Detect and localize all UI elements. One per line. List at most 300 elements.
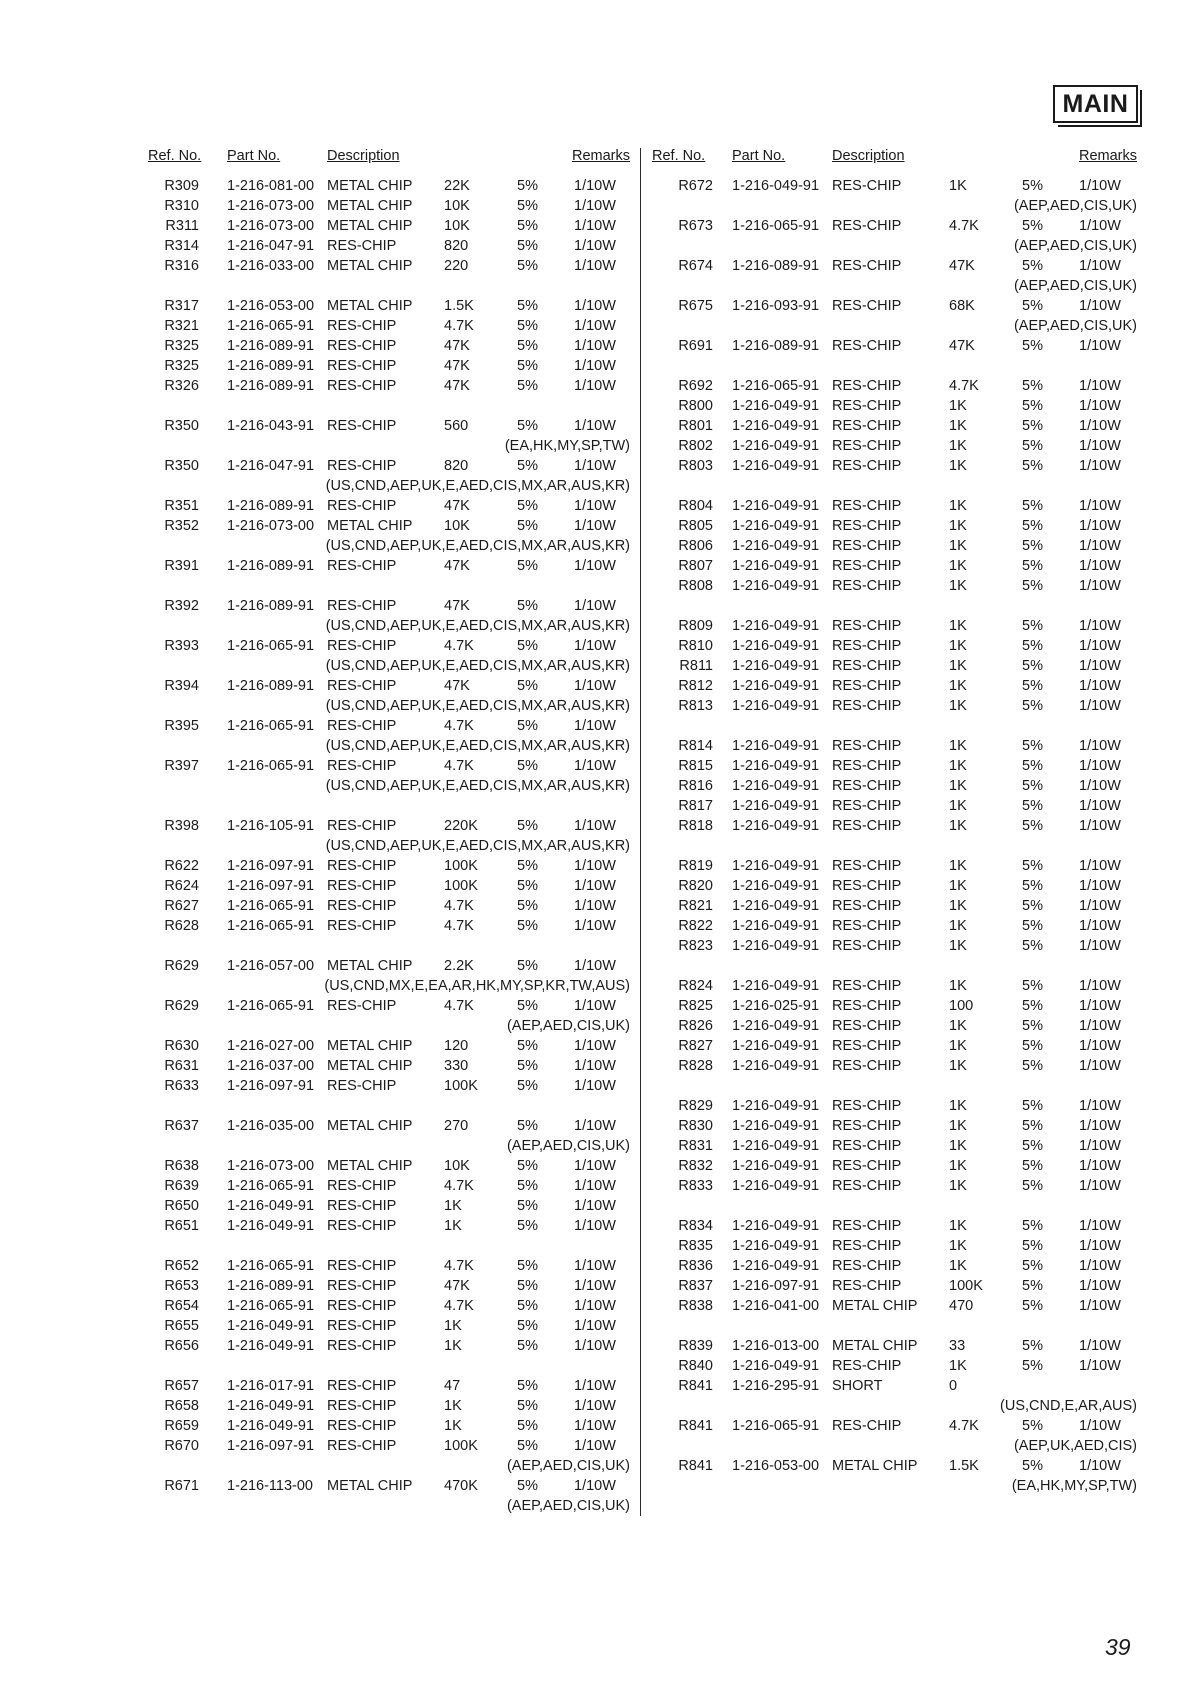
cell-remark: (AEP,AED,CIS,UK) [506, 1498, 630, 1514]
cell-part: 1-216-049-91 [732, 798, 820, 814]
cell-desc: RES-CHIP [832, 938, 902, 954]
cell-desc: RES-CHIP [832, 498, 902, 514]
cell-remark: (US,CND,E,AR,AUS) [1000, 1398, 1137, 1414]
cell-pw: 1/10W [1079, 978, 1121, 994]
remark-row [0, 1456, 640, 1476]
cell-tol: 5% [1022, 678, 1043, 694]
cell-ref: R398 [164, 818, 199, 834]
cell-ref: R637 [164, 1118, 199, 1134]
part-row [640, 336, 1191, 356]
remark-row [0, 836, 640, 856]
cell-part: 1-216-049-91 [732, 1258, 820, 1274]
cell-desc: METAL CHIP [327, 518, 413, 534]
cell-tol: 5% [1022, 1358, 1043, 1374]
cell-desc: RES-CHIP [832, 738, 902, 754]
cell-val: 47K [444, 1278, 470, 1294]
part-row [640, 416, 1191, 436]
cell-ref: R628 [164, 918, 199, 934]
cell-desc: RES-CHIP [327, 1318, 397, 1334]
cell-ref: R352 [164, 518, 199, 534]
cell-tol: 5% [1022, 578, 1043, 594]
cell-tol: 5% [1022, 178, 1043, 194]
cell-val: 820 [444, 458, 469, 474]
cell-val: 1K [949, 978, 967, 994]
cell-val: 1K [949, 1218, 967, 1234]
cell-part: 1-216-065-91 [227, 318, 315, 334]
cell-pw: 1/10W [1079, 398, 1121, 414]
cell-tol: 5% [1022, 498, 1043, 514]
cell-desc: RES-CHIP [832, 418, 902, 434]
cell-ref: R314 [164, 238, 199, 254]
cell-tol: 5% [517, 1078, 538, 1094]
part-row [0, 1436, 640, 1456]
part-row [640, 516, 1191, 536]
cell-ref: R839 [678, 1338, 713, 1354]
part-row [0, 236, 640, 256]
cell-val: 4.7K [444, 1178, 474, 1194]
cell-pw: 1/10W [574, 238, 616, 254]
cell-tol: 5% [517, 718, 538, 734]
part-row [0, 1216, 640, 1236]
cell-tol: 5% [1022, 918, 1043, 934]
cell-val: 100K [444, 1438, 478, 1454]
cell-desc: RES-CHIP [832, 538, 902, 554]
cell-tol: 5% [517, 1438, 538, 1454]
cell-ref: R655 [164, 1318, 199, 1334]
cell-remark: (US,CND,AEP,UK,E,AED,CIS,MX,AR,AUS,KR) [325, 658, 630, 674]
cell-val: 4.7K [444, 918, 474, 934]
part-row [640, 896, 1191, 916]
cell-ref: R309 [164, 178, 199, 194]
part-row [0, 1076, 640, 1096]
cell-tol: 5% [517, 998, 538, 1014]
cell-ref: R810 [678, 638, 713, 654]
cell-desc: RES-CHIP [832, 1018, 902, 1034]
cell-ref: R840 [678, 1358, 713, 1374]
part-row [640, 216, 1191, 236]
cell-part: 1-216-037-00 [227, 1058, 315, 1074]
cell-part: 1-216-089-91 [227, 598, 315, 614]
remark-row [640, 1476, 1191, 1496]
cell-desc: RES-CHIP [832, 778, 902, 794]
remark-row [0, 476, 640, 496]
cell-val: 22K [444, 178, 470, 194]
cell-pw: 1/10W [574, 998, 616, 1014]
cell-val: 4.7K [949, 378, 979, 394]
cell-pw: 1/10W [1079, 1298, 1121, 1314]
cell-pw: 1/10W [574, 1178, 616, 1194]
cell-desc: METAL CHIP [327, 198, 413, 214]
cell-tol: 5% [1022, 1018, 1043, 1034]
cell-tol: 5% [1022, 1278, 1043, 1294]
cell-val: 1K [949, 738, 967, 754]
cell-val: 1K [949, 538, 967, 554]
remark-row [640, 236, 1191, 256]
cell-tol: 5% [1022, 938, 1043, 954]
cell-ref: R803 [678, 458, 713, 474]
cell-part: 1-216-049-91 [732, 578, 820, 594]
cell-tol: 5% [517, 1258, 538, 1274]
cell-val: 0 [949, 1378, 958, 1394]
header-remarks: Remarks [571, 148, 630, 164]
part-row [640, 376, 1191, 396]
cell-tol: 5% [517, 1178, 538, 1194]
cell-tol: 5% [1022, 298, 1043, 314]
cell-part: 1-216-049-91 [732, 538, 820, 554]
cell-val: 1K [949, 558, 967, 574]
cell-desc: RES-CHIP [832, 1258, 902, 1274]
cell-pw: 1/10W [574, 1118, 616, 1134]
cell-val: 1K [444, 1338, 462, 1354]
remark-row [0, 616, 640, 636]
cell-ref: R812 [678, 678, 713, 694]
cell-val: 47K [444, 558, 470, 574]
cell-desc: METAL CHIP [327, 1478, 413, 1494]
cell-remark: (US,CND,AEP,UK,E,AED,CIS,MX,AR,AUS,KR) [325, 778, 630, 794]
cell-desc: RES-CHIP [327, 1338, 397, 1354]
cell-part: 1-216-049-91 [732, 398, 820, 414]
part-row [640, 756, 1191, 776]
cell-val: 100K [444, 1078, 478, 1094]
cell-val: 1K [949, 1358, 967, 1374]
cell-part: 1-216-049-91 [227, 1338, 315, 1354]
cell-part: 1-216-013-00 [732, 1338, 820, 1354]
part-row [640, 1256, 1191, 1276]
cell-tol: 5% [517, 1478, 538, 1494]
cell-ref: R817 [678, 798, 713, 814]
cell-tol: 5% [1022, 998, 1043, 1014]
cell-ref: R807 [678, 558, 713, 574]
part-row [0, 1176, 640, 1196]
cell-desc: RES-CHIP [832, 758, 902, 774]
cell-desc: RES-CHIP [832, 1278, 902, 1294]
part-row [640, 1116, 1191, 1136]
cell-part: 1-216-065-91 [227, 898, 315, 914]
cell-val: 1K [949, 1138, 967, 1154]
cell-val: 33 [949, 1338, 966, 1354]
cell-tol: 5% [1022, 1298, 1043, 1314]
cell-part: 1-216-065-91 [732, 1418, 820, 1434]
cell-part: 1-216-049-91 [732, 438, 820, 454]
cell-pw: 1/10W [574, 1058, 616, 1074]
header-remarks: Remarks [1078, 148, 1137, 164]
part-row [0, 1056, 640, 1076]
cell-part: 1-216-097-91 [227, 878, 315, 894]
part-row [640, 576, 1191, 596]
cell-ref: R397 [164, 758, 199, 774]
cell-ref: R833 [678, 1178, 713, 1194]
cell-part: 1-216-065-91 [227, 1258, 315, 1274]
part-row [0, 196, 640, 216]
cell-desc: METAL CHIP [832, 1298, 918, 1314]
cell-ref: R673 [678, 218, 713, 234]
cell-desc: RES-CHIP [327, 1378, 397, 1394]
cell-part: 1-216-049-91 [732, 1158, 820, 1174]
cell-ref: R653 [164, 1278, 199, 1294]
part-row [640, 1416, 1191, 1436]
remark-row [0, 656, 640, 676]
cell-pw: 1/10W [574, 878, 616, 894]
part-row [640, 876, 1191, 896]
cell-tol: 5% [1022, 878, 1043, 894]
cell-pw: 1/10W [1079, 498, 1121, 514]
cell-desc: RES-CHIP [327, 718, 397, 734]
cell-val: 47K [949, 258, 975, 274]
cell-desc: RES-CHIP [832, 298, 902, 314]
part-row [640, 676, 1191, 696]
cell-pw: 1/10W [1079, 438, 1121, 454]
cell-ref: R629 [164, 958, 199, 974]
cell-desc: RES-CHIP [832, 1058, 902, 1074]
cell-tol: 5% [517, 298, 538, 314]
part-row [640, 436, 1191, 456]
cell-val: 1K [949, 1038, 967, 1054]
cell-desc: RES-CHIP [327, 898, 397, 914]
parts-list-right [640, 148, 1191, 1496]
cell-ref: R841 [678, 1458, 713, 1474]
cell-desc: RES-CHIP [832, 1038, 902, 1054]
cell-tol: 5% [1022, 1158, 1043, 1174]
cell-desc: RES-CHIP [327, 1218, 397, 1234]
cell-ref: R671 [164, 1478, 199, 1494]
cell-val: 4.7K [949, 218, 979, 234]
part-row [640, 1356, 1191, 1376]
part-row [640, 1376, 1191, 1396]
cell-pw: 1/10W [1079, 298, 1121, 314]
cell-part: 1-216-049-91 [732, 1358, 820, 1374]
cell-val: 1K [949, 398, 967, 414]
cell-ref: R325 [164, 358, 199, 374]
part-row [640, 616, 1191, 636]
cell-part: 1-216-097-91 [227, 858, 315, 874]
cell-part: 1-216-073-00 [227, 1158, 315, 1174]
cell-tol: 5% [1022, 1118, 1043, 1134]
cell-val: 10K [444, 1158, 470, 1174]
cell-val: 4.7K [444, 998, 474, 1014]
part-row [640, 1176, 1191, 1196]
cell-desc: METAL CHIP [327, 1158, 413, 1174]
part-row [640, 176, 1191, 196]
cell-pw: 1/10W [1079, 998, 1121, 1014]
cell-part: 1-216-065-91 [227, 758, 315, 774]
cell-part: 1-216-065-91 [227, 918, 315, 934]
cell-val: 1K [949, 638, 967, 654]
cell-desc: RES-CHIP [832, 438, 902, 454]
part-row [0, 456, 640, 476]
cell-desc: RES-CHIP [832, 678, 902, 694]
cell-desc: RES-CHIP [832, 918, 902, 934]
cell-val: 1K [444, 1318, 462, 1334]
cell-part: 1-216-049-91 [732, 918, 820, 934]
cell-part: 1-216-049-91 [732, 858, 820, 874]
cell-remark: (AEP,UK,AED,CIS) [1013, 1438, 1137, 1454]
cell-ref: R629 [164, 998, 199, 1014]
cell-part: 1-216-049-91 [732, 458, 820, 474]
cell-part: 1-216-105-91 [227, 818, 315, 834]
cell-part: 1-216-097-91 [732, 1278, 820, 1294]
remark-row [0, 736, 640, 756]
cell-desc: RES-CHIP [327, 598, 397, 614]
cell-desc: RES-CHIP [832, 998, 902, 1014]
part-row [0, 176, 640, 196]
cell-desc: RES-CHIP [832, 1178, 902, 1194]
cell-part: 1-216-097-91 [227, 1078, 315, 1094]
cell-val: 1K [949, 458, 967, 474]
cell-tol: 5% [1022, 398, 1043, 414]
cell-val: 120 [444, 1038, 469, 1054]
cell-ref: R624 [164, 878, 199, 894]
cell-pw: 1/10W [1079, 1218, 1121, 1234]
cell-tol: 5% [1022, 558, 1043, 574]
cell-ref: R658 [164, 1398, 199, 1414]
cell-tol: 5% [517, 918, 538, 934]
cell-part: 1-216-089-91 [227, 378, 315, 394]
cell-remark: (US,CND,MX,E,EA,AR,HK,MY,SP,KR,TW,AUS) [324, 978, 630, 994]
cell-ref: R836 [678, 1258, 713, 1274]
cell-tol: 5% [517, 178, 538, 194]
cell-val: 47K [949, 338, 975, 354]
cell-ref: R659 [164, 1418, 199, 1434]
cell-pw: 1/10W [1079, 558, 1121, 574]
cell-part: 1-216-043-91 [227, 418, 315, 434]
cell-tol: 5% [1022, 538, 1043, 554]
cell-val: 1K [949, 818, 967, 834]
cell-pw: 1/10W [1079, 578, 1121, 594]
cell-part: 1-216-049-91 [732, 1018, 820, 1034]
cell-pw: 1/10W [1079, 1358, 1121, 1374]
cell-tol: 5% [1022, 218, 1043, 234]
cell-part: 1-216-049-91 [732, 818, 820, 834]
part-row [640, 496, 1191, 516]
cell-tol: 5% [517, 458, 538, 474]
row-spacer [0, 576, 640, 596]
cell-tol: 5% [1022, 1418, 1043, 1434]
cell-desc: RES-CHIP [327, 498, 397, 514]
cell-part: 1-216-027-00 [227, 1038, 315, 1054]
cell-val: 1K [949, 938, 967, 954]
cell-ref: R630 [164, 1038, 199, 1054]
part-row [0, 216, 640, 236]
cell-remark: (AEP,AED,CIS,UK) [506, 1458, 630, 1474]
cell-desc: RES-CHIP [832, 1238, 902, 1254]
cell-ref: R652 [164, 1258, 199, 1274]
cell-part: 1-216-065-91 [227, 998, 315, 1014]
cell-val: 1K [949, 1238, 967, 1254]
cell-part: 1-216-047-91 [227, 238, 315, 254]
cell-desc: RES-CHIP [832, 398, 902, 414]
cell-desc: RES-CHIP [327, 338, 397, 354]
cell-part: 1-216-049-91 [732, 498, 820, 514]
cell-pw: 1/10W [574, 758, 616, 774]
cell-pw: 1/10W [574, 1158, 616, 1174]
cell-pw: 1/10W [1079, 918, 1121, 934]
cell-ref: R835 [678, 1238, 713, 1254]
cell-desc: METAL CHIP [327, 258, 413, 274]
cell-part: 1-216-053-00 [227, 298, 315, 314]
cell-pw: 1/10W [574, 1478, 616, 1494]
cell-ref: R815 [678, 758, 713, 774]
part-row [640, 1156, 1191, 1176]
cell-part: 1-216-057-00 [227, 958, 315, 974]
part-row [0, 1396, 640, 1416]
cell-part: 1-216-049-91 [732, 978, 820, 994]
part-row [0, 756, 640, 776]
cell-desc: RES-CHIP [832, 618, 902, 634]
cell-part: 1-216-049-91 [732, 1138, 820, 1154]
cell-tol: 5% [517, 1418, 538, 1434]
cell-part: 1-216-081-00 [227, 178, 315, 194]
cell-desc: RES-CHIP [832, 1118, 902, 1134]
cell-desc: RES-CHIP [327, 458, 397, 474]
part-row [640, 636, 1191, 656]
row-spacer [640, 356, 1191, 376]
cell-pw: 1/10W [1079, 1038, 1121, 1054]
cell-part: 1-216-089-91 [227, 678, 315, 694]
remark-row [640, 196, 1191, 216]
part-row [0, 1376, 640, 1396]
cell-tol: 5% [1022, 638, 1043, 654]
part-row [0, 956, 640, 976]
cell-part: 1-216-049-91 [732, 678, 820, 694]
part-row [0, 856, 640, 876]
cell-ref: R825 [678, 998, 713, 1014]
cell-desc: RES-CHIP [327, 1178, 397, 1194]
cell-pw: 1/10W [574, 358, 616, 374]
cell-val: 100 [949, 998, 974, 1014]
part-row [0, 636, 640, 656]
part-row [640, 1136, 1191, 1156]
cell-pw: 1/10W [1079, 458, 1121, 474]
header-description: Description [832, 148, 905, 164]
cell-ref: R631 [164, 1058, 199, 1074]
cell-tol: 5% [1022, 818, 1043, 834]
part-row [0, 896, 640, 916]
cell-tol: 5% [1022, 978, 1043, 994]
remark-row [0, 776, 640, 796]
cell-tol: 5% [1022, 338, 1043, 354]
cell-part: 1-216-089-91 [227, 358, 315, 374]
part-row [0, 1156, 640, 1176]
cell-part: 1-216-049-91 [732, 758, 820, 774]
cell-val: 1K [949, 678, 967, 694]
cell-pw: 1/10W [574, 858, 616, 874]
part-row [0, 416, 640, 436]
cell-ref: R325 [164, 338, 199, 354]
part-row [0, 496, 640, 516]
remark-row [0, 1016, 640, 1036]
cell-val: 220 [444, 258, 469, 274]
cell-part: 1-216-089-91 [227, 338, 315, 354]
cell-tol: 5% [517, 638, 538, 654]
cell-desc: RES-CHIP [327, 1398, 397, 1414]
cell-ref: R824 [678, 978, 713, 994]
cell-desc: RES-CHIP [832, 798, 902, 814]
cell-pw: 1/10W [1079, 798, 1121, 814]
cell-desc: RES-CHIP [327, 1298, 397, 1314]
cell-part: 1-216-049-91 [227, 1218, 315, 1234]
cell-tol: 5% [517, 558, 538, 574]
cell-pw: 1/10W [1079, 338, 1121, 354]
cell-part: 1-216-047-91 [227, 458, 315, 474]
header-ref-no: Ref. No. [148, 148, 202, 164]
cell-tol: 5% [517, 758, 538, 774]
part-row [0, 1196, 640, 1216]
cell-val: 1K [949, 918, 967, 934]
part-row [640, 536, 1191, 556]
cell-val: 1K [949, 898, 967, 914]
cell-tol: 5% [517, 898, 538, 914]
cell-desc: RES-CHIP [327, 238, 397, 254]
